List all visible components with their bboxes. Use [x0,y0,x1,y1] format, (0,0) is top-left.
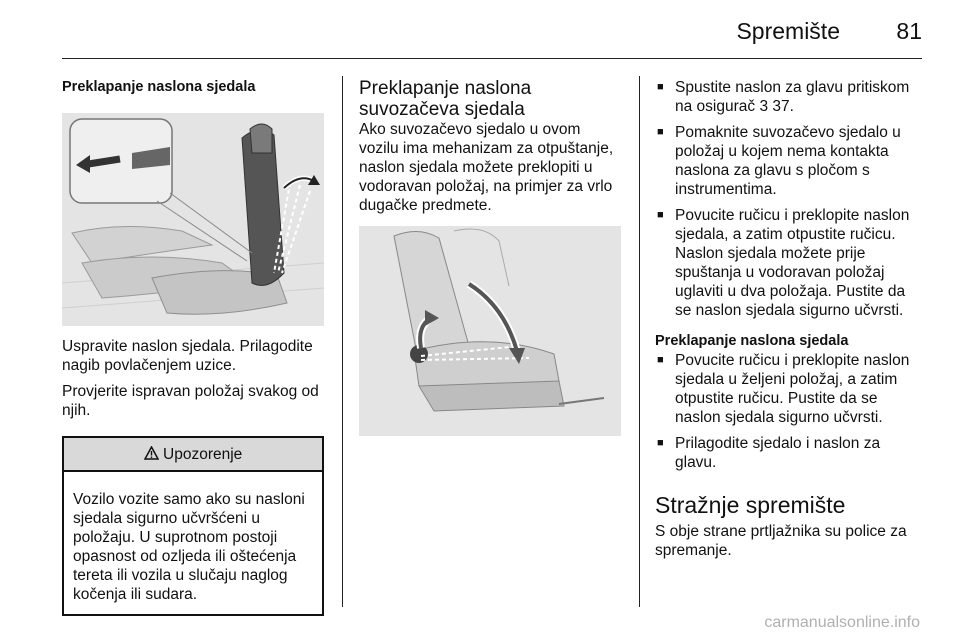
warning-text: Vozilo vozite samo ako su nasloni sjedala sigurno učvršćeni u položaju. U suprotnom postoji opasnost od ozljeda ili oštećenja tereta ili vozila u slučaju naglog kočenja ili sudara. [73,491,305,603]
warning-triangle-icon [144,446,163,463]
list-item: ■ Spustite naslon za glavu pritiskom na osigurač 3 37. [655,78,923,116]
header-divider [62,58,922,59]
right-column [655,78,923,560]
list-item: ■ Povucite ručicu i preklopite naslon sjedala u željeni položaj, a zatim otpustite ručicu. Pustite da se naslon sjedala sigurno učvrsti. [655,351,923,427]
page-header-title: Spremište [736,18,840,44]
warning-box [62,436,324,616]
list-item: ■ Prilagodite sjedalo i naslon za glavu. [655,434,923,472]
rear-seat-drawing [62,113,324,326]
middle-heading: Preklapanje naslona suvozačeva sjedala [359,78,532,120]
list-item: ■ Pomaknite suvozačevo sjedalo u položaj u kojem nema kontakta naslona za glavu s pločom s instrumentima. [655,123,923,199]
rear-seat-illustration [62,113,324,326]
middle-column [359,78,623,436]
warning-title: Upozorenje [163,446,243,463]
column-divider-left [342,76,343,607]
page-number: 81 [896,18,922,44]
steps-list-1 [655,78,923,320]
section-text: S obje strane prtljažnika su police za spremanje. [655,523,907,559]
front-seat-illustration [359,226,621,436]
left-paragraph-2: Provjerite ispravan položaj svakog od njih. [62,383,319,419]
left-paragraph-1: Uspravite naslon sjedala. Prilagodite nagib povlačenjem uzice. [62,338,313,374]
front-seat-drawing [359,226,621,436]
watermark: carmanualsonline.info [764,614,920,631]
right-subheading: Preklapanje naslona sjedala [655,333,849,349]
steps-list-2 [655,351,923,472]
left-column [62,78,324,616]
warning-header [64,438,322,472]
middle-paragraph: Ako suvozačevo sjedalo u ovom vozilu ima mehanizam za otpuštanje, naslon sjedala možete preklopiti u vodoravan položaj, na primjer za vrlo dugačke predmete. [359,121,614,214]
column-divider-right [639,76,640,607]
list-item: ■ Povucite ručicu i preklopite naslon sjedala, a zatim otpustite ručicu. Naslon sjedala možete prije spuštanja u vodoravan položaj uglaviti u dva položaja. Pustite da se naslon sjedala sigurno učvrsti. [655,206,923,320]
section-heading: Stražnje spremište [655,492,846,518]
left-heading: Preklapanje naslona sjedala [62,79,256,95]
